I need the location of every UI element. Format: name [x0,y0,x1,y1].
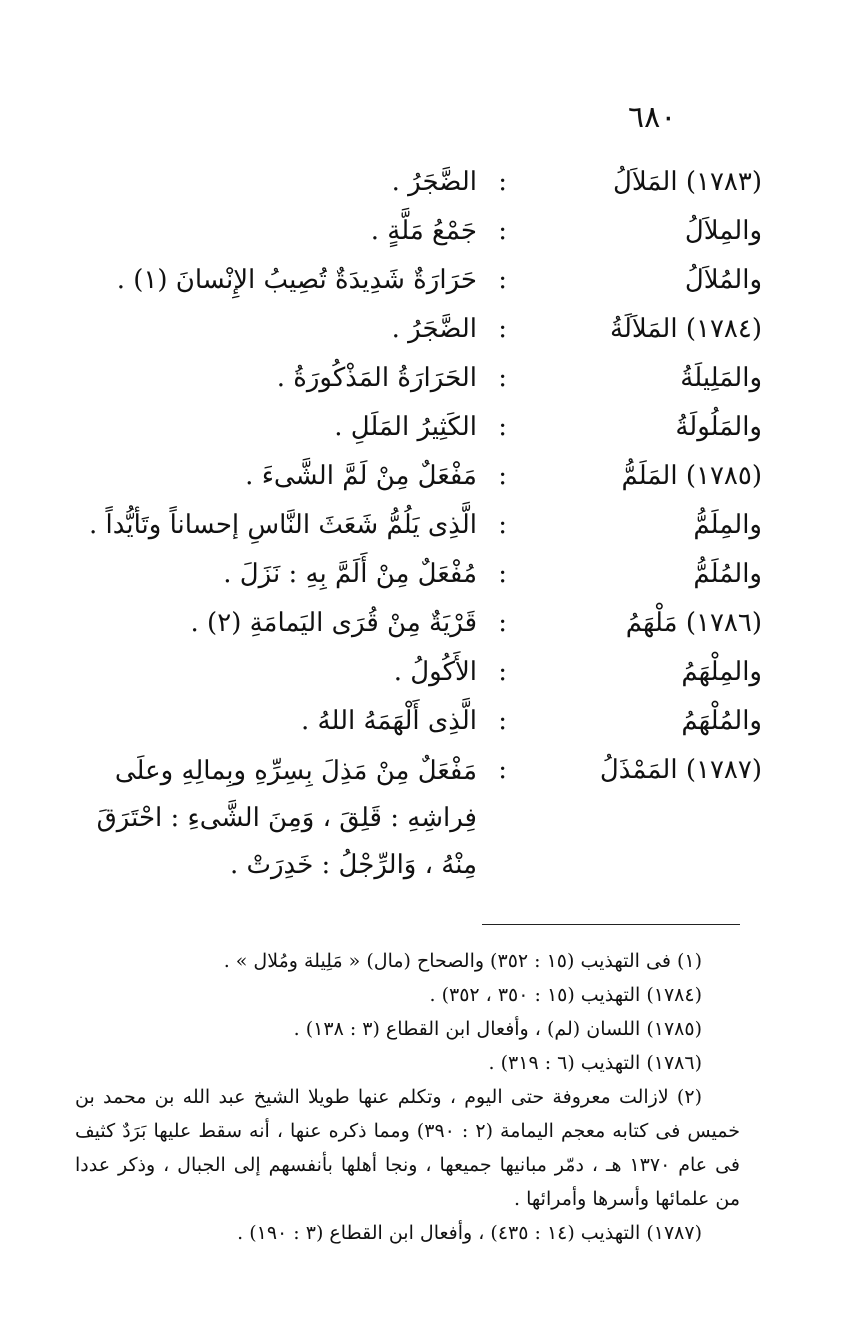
entry-definition: الكَثِيرُ المَلَلِ . [334,412,477,442]
page-number: ٦٨٠ [628,100,677,135]
entry-headword: والمَلُولَةُ [675,412,762,442]
dictionary-entry [0,160,867,209]
entry-headword: (١٧٨٧) المَمْذَلُ [599,755,762,785]
footnote: (٢) لازالت معروفة حتى اليوم ، وتكلم عنها طويلا الشيخ عبد الله بن محمد بن خميس فى كتابه معجم اليمامة (٢ : ٣٩٠) ومما ذكره عنها ، أنه سقط عليها بَرَدٌ كثيف فى عام ١٣٧٠ هـ ، دمّر مبانيها جميعها ، ونجا أهلها بأنفسهم إلى الجبال ، وذكر عددا من علمائها وأسرها وأمرائها . [75,1086,741,1210]
footnote: (١٧٨٦) التهذيب (٦ : ٣١٩) . [488,1052,702,1074]
dictionary-entry [0,748,867,889]
entry-separator: : [498,265,507,295]
dictionary-entry [0,356,867,405]
entry-separator: : [498,657,507,687]
entry-definition: مَفْعَلٌ مِنْ لَمَّ الشَّىءَ . [245,461,477,491]
entry-definition: الحَرَارَةُ المَذْكُورَةُ . [276,363,477,393]
footnote: (١) فى التهذيب (١٥ : ٣٥٢) والصحاح (مال) « مَلِيلة ومُلال » . [223,950,702,972]
dictionary-entry [0,503,867,552]
entry-separator: : [498,363,507,393]
entry-definition: مُفْعَلٌ مِنْ أَلَمَّ بِهِ : نَزَلَ . [223,559,477,589]
dictionary-entry [0,405,867,454]
entry-definition: الَّذِى أَلْهَمَهُ اللهُ . [301,706,477,736]
entry-separator: : [498,608,507,638]
entry-headword: والمُلْهَمُ [681,706,762,736]
footnote-separator [482,924,740,925]
entry-headword: والمُلاَلُ [684,265,762,295]
entry-separator: : [498,412,507,442]
entry-headword: (١٧٨٣) المَلاَلُ [612,167,762,197]
entry-definition: جَمْعُ مَلَّةٍ . [370,216,477,246]
entry-separator: : [498,755,507,785]
entry-definition: مَفْعَلٌ مِنْ مَذِلَ بِسِرِّهِ وبِمالِهِ وعلَى فِراشِهِ : قَلِقَ ، وَمِنَ الشَّىءِ : احْتَرَقَ مِنْهُ ، وَالرِّجْلُ : خَدِرَتْ . [96,756,477,880]
footnote: (١٧٨٥) اللسان (لم) ، وأفعال ابن القطاع (٣ : ١٣٨) . [293,1018,702,1040]
entry-separator: : [498,706,507,736]
entry-separator: : [498,314,507,344]
footnote: (١٧٨٤) التهذيب (١٥ : ٣٥٠ ، ٣٥٢) . [429,984,702,1006]
dictionary-entry [0,650,867,699]
entry-definition: حَرَارَةٌ شَدِيدَةٌ تُصِيبُ الإِنْسانَ (١) . [116,265,477,295]
entry-headword: (١٧٨٤) المَلاَلَةُ [610,314,762,344]
entry-headword: (١٧٨٦) مَلْهَمُ [625,608,762,638]
dictionary-entry [0,454,867,503]
dictionary-entry [0,552,867,601]
entry-separator: : [498,559,507,589]
entry-definition: قَرْيَةٌ مِنْ قُرَى اليَمامَةِ (٢) . [190,608,477,638]
entry-separator: : [498,167,507,197]
footnotes [75,944,740,1250]
dictionary-entry [0,699,867,748]
entry-headword: والمُلَمُّ [693,559,762,589]
dictionary-entries [0,160,867,889]
entry-headword: والمَلِيلَةُ [680,363,762,393]
dictionary-entry [0,209,867,258]
entry-headword: والمِلَمُّ [693,510,762,540]
entry-separator: : [498,510,507,540]
entry-headword: (١٧٨٥) المَلَمُّ [621,461,762,491]
entry-definition: الضَّجَرُ . [391,314,477,344]
footnote: (١٧٨٧) التهذيب (١٤ : ٤٣٥) ، وأفعال ابن القطاع (٣ : ١٩٠) . [237,1222,702,1244]
dictionary-entry [0,307,867,356]
dictionary-entry [0,601,867,650]
entry-headword: والمِلاَلُ [684,216,762,246]
entry-headword: والمِلْهَمُ [681,657,762,687]
entry-separator: : [498,461,507,491]
dictionary-entry [0,258,867,307]
entry-definition: الَّذِى يَلُمُّ شَعَثَ النَّاسِ إحساناً وتَأيُّداً . [88,510,477,540]
entry-definition: الضَّجَرُ . [391,167,477,197]
entry-separator: : [498,216,507,246]
entry-definition: الأَكُولُ . [393,657,477,687]
